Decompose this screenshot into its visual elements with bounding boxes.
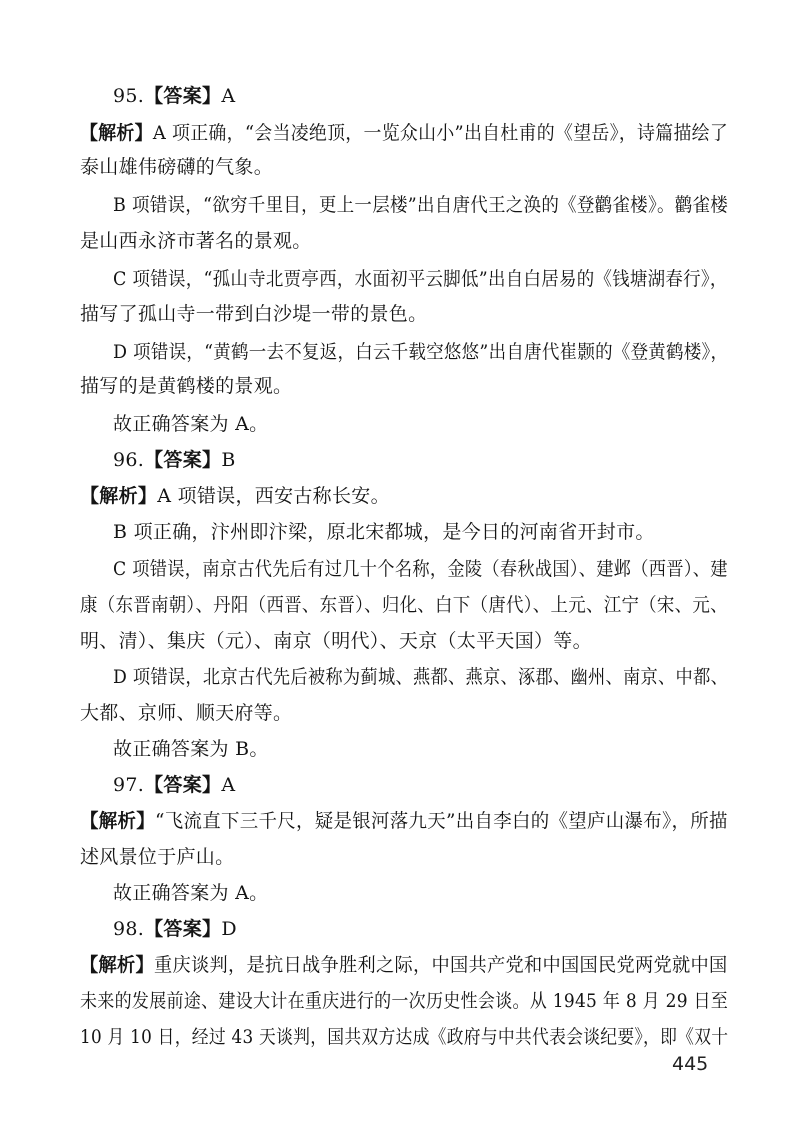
analysis-98-line-3: 10 月 10 日，经过 43 天谈判，国共双方达成《政府与中共代表会谈纪要》，即《双十: [80, 1026, 729, 1048]
analysis-96-line-1: 【解析】A 项错误，西安古称长安。: [80, 485, 390, 507]
conclusion-97: 故正确答案为 A。: [113, 882, 269, 904]
analysis-95-line-5: C 项错误，“孤山寺北贾亭西，水面初平云脚低”出自白居易的《钱塘湖春行》，: [113, 268, 728, 290]
answer-heading-95: 95.【答案】A: [113, 85, 236, 107]
analysis-95-line-8: 描写的是黄鹤楼的景观。: [80, 375, 293, 397]
analysis-97-line-2: 述风景位于庐山。: [80, 846, 235, 868]
analysis-96-line-4: 康（东晋南朝）、丹阳（西晋、东晋）、归化、白下（唐代）、上元、江宁（宋、元、: [80, 594, 728, 616]
conclusion-95: 故正确答案为 A。: [113, 413, 269, 435]
analysis-96-line-3: C 项错误，南京古代先后有过几十个名称，金陵（春秋战国）、建邺（西晋）、建: [113, 558, 728, 580]
analysis-98-line-1: 【解析】重庆谈判，是抗日战争胜利之际，中国共产党和中国国民党两党就中国: [80, 954, 728, 976]
answer-heading-98: 98.【答案】D: [113, 918, 237, 940]
analysis-95-line-2: 泰山雄伟磅礴的气象。: [80, 156, 274, 178]
analysis-95-line-6: 描写了孤山寺一带到白沙堤一带的景色。: [80, 303, 428, 325]
conclusion-96: 故正确答案为 B。: [113, 738, 269, 760]
analysis-label: 【解析】: [80, 954, 155, 976]
page-number: 445: [672, 1053, 709, 1075]
answer-heading-96: 96.【答案】B: [113, 449, 236, 471]
analysis-label: 【解析】: [80, 485, 158, 507]
analysis-95-line-1: 【解析】A 项正确，“会当凌绝顶，一览众山小”出自杜甫的《望岳》，诗篇描绘了: [80, 122, 729, 144]
analysis-97-line-1: 【解析】“飞流直下三千尺，疑是银河落九天”出自李白的《望庐山瀑布》，所描: [80, 810, 728, 832]
answer-heading-97: 97.【答案】A: [113, 774, 236, 796]
analysis-95-line-3: B 项错误，“欲穷千里目，更上一层楼”出自唐代王之涣的《登鹳雀楼》。鹳雀楼: [113, 194, 729, 216]
analysis-96-line-7: 大都、京师、顺天府等。: [80, 702, 293, 724]
analysis-95-line-4: 是山西永济市著名的景观。: [80, 230, 312, 252]
analysis-96-line-5: 明、清）、集庆（元）、南京（明代）、天京（太平天国）等。: [80, 630, 592, 652]
analysis-96-line-2: B 项正确，汴州即汴梁，原北宋都城，是今日的河南省开封市。: [113, 521, 655, 543]
analysis-98-line-2: 未来的发展前途、建设大计在重庆进行的一次历史性会谈。从 1945 年 8 月 29 日至: [80, 990, 729, 1012]
analysis-label: 【解析】: [80, 810, 156, 832]
analysis-95-line-7: D 项错误，“黄鹤一去不复返，白云千载空悠悠”出自唐代崔颢的《登黄鹤楼》，: [113, 341, 729, 363]
analysis-label: 【解析】: [80, 122, 153, 144]
analysis-96-line-6: D 项错误，北京古代先后被称为蓟城、燕都、燕京、涿郡、幽州、南京、中都、: [113, 666, 729, 688]
